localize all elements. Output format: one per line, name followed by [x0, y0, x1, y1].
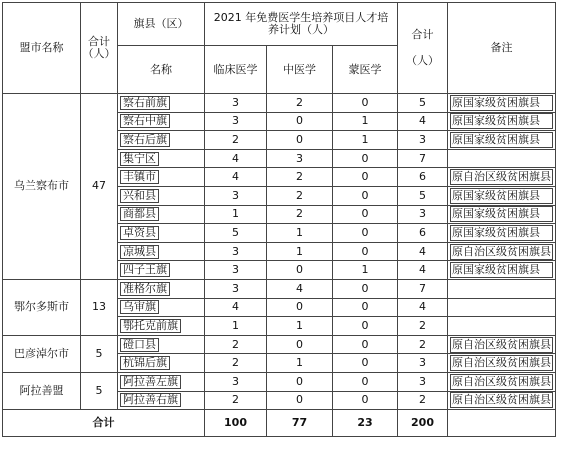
row-total: 3	[398, 131, 448, 150]
row-note	[448, 168, 556, 187]
county-name	[118, 149, 205, 168]
header-total-unit: （人）	[406, 54, 439, 67]
clinical-count: 2	[205, 354, 267, 373]
note-label: 原国家级贫困旗县	[450, 206, 553, 222]
footer-row	[3, 410, 556, 437]
row-total: 7	[398, 279, 448, 298]
note-label: 原国家级贫困旗县	[450, 113, 553, 129]
mongolian-count: 0	[333, 391, 398, 410]
row-note	[448, 317, 556, 336]
row-total: 7	[398, 149, 448, 168]
header-name: 名称	[118, 46, 205, 94]
row-total: 4	[398, 298, 448, 317]
county-label: 察右前旗	[120, 96, 170, 110]
clinical-count: 2	[205, 131, 267, 150]
mongolian-count: 0	[333, 224, 398, 243]
clinical-count: 2	[205, 335, 267, 354]
county-label: 兴和县	[120, 189, 159, 203]
county-name	[118, 279, 205, 298]
county-label: 磴口县	[120, 338, 159, 352]
mongolian-count: 1	[333, 131, 398, 150]
county-name	[118, 298, 205, 317]
row-note	[448, 242, 556, 261]
row-total: 4	[398, 242, 448, 261]
header-plan: 2021 年免费医学生培养项目人才培养计划（人）	[205, 3, 398, 46]
county-name	[118, 372, 205, 391]
clinical-count: 1	[205, 317, 267, 336]
county-label: 察右中旗	[120, 114, 170, 128]
league-name: 阿拉善盟	[3, 372, 81, 409]
row-total: 3	[398, 354, 448, 373]
county-name	[118, 391, 205, 410]
mongolian-count: 0	[333, 168, 398, 187]
note-label: 原自治区级贫困旗县	[452, 393, 551, 407]
mongolian-count: 0	[333, 354, 398, 373]
mongolian-count: 0	[333, 94, 398, 113]
chinese-count: 2	[267, 94, 333, 113]
county-label: 四子王旗	[120, 263, 170, 277]
chinese-count: 3	[267, 149, 333, 168]
county-name	[118, 94, 205, 113]
county-label: 杭锦后旗	[120, 356, 170, 370]
clinical-count: 3	[205, 279, 267, 298]
row-note	[448, 279, 556, 298]
row-total: 4	[398, 112, 448, 131]
county-label: 集宁区	[120, 152, 159, 166]
league-name: 巴彦淖尔市	[3, 335, 81, 372]
league-total: 13	[81, 279, 118, 335]
row-total: 3	[398, 372, 448, 391]
league-total: 5	[81, 335, 118, 372]
county-name	[118, 186, 205, 205]
county-name	[118, 131, 205, 150]
chinese-count: 1	[267, 242, 333, 261]
clinical-count: 3	[205, 94, 267, 113]
county-label: 丰镇市	[120, 170, 159, 184]
row-note	[448, 298, 556, 317]
clinical-count: 2	[205, 391, 267, 410]
row-total: 5	[398, 186, 448, 205]
row-note	[448, 372, 556, 391]
county-label: 凉城县	[120, 245, 159, 259]
chinese-count: 0	[267, 335, 333, 354]
chinese-count: 0	[267, 261, 333, 280]
header-clinical: 临床医学	[205, 46, 267, 94]
footer-chinese: 77	[267, 410, 333, 437]
row-note	[448, 224, 556, 243]
row-total: 4	[398, 261, 448, 280]
county-label: 阿拉善左旗	[120, 375, 181, 389]
row-note	[448, 205, 556, 224]
county-name	[118, 354, 205, 373]
note-label: 原自治区级贫困旗县	[452, 170, 551, 184]
clinical-count: 4	[205, 149, 267, 168]
row-total: 5	[398, 94, 448, 113]
mongolian-count: 0	[333, 186, 398, 205]
note-label: 原国家级贫困旗县	[450, 188, 553, 204]
table-row	[3, 335, 556, 354]
chinese-count: 1	[267, 317, 333, 336]
row-note	[448, 391, 556, 410]
table-row	[3, 94, 556, 113]
chinese-count: 0	[267, 131, 333, 150]
mongolian-count: 0	[333, 242, 398, 261]
county-label: 阿拉善右旗	[120, 393, 181, 407]
header-total-people: 合计 （人）	[81, 3, 118, 94]
mongolian-count: 1	[333, 261, 398, 280]
row-note	[448, 335, 556, 354]
league-name: 乌兰察布市	[3, 94, 81, 280]
clinical-count: 4	[205, 298, 267, 317]
row-total: 3	[398, 205, 448, 224]
chinese-count: 4	[267, 279, 333, 298]
clinical-count: 3	[205, 372, 267, 391]
note-label: 原自治区级贫困旗县	[452, 337, 551, 351]
clinical-count: 4	[205, 168, 267, 187]
header-county: 旗县（区）	[118, 3, 205, 46]
header-chinese: 中医学	[267, 46, 333, 94]
county-name	[118, 224, 205, 243]
header-league: 盟市名称	[3, 3, 81, 94]
header-total-label: 合计	[411, 28, 434, 41]
league-name: 鄂尔多斯市	[3, 279, 81, 335]
clinical-count: 3	[205, 242, 267, 261]
row-note	[448, 131, 556, 150]
footer-total: 200	[398, 410, 448, 437]
clinical-count: 5	[205, 224, 267, 243]
row-total: 2	[398, 335, 448, 354]
county-name	[118, 335, 205, 354]
county-label: 准格尔旗	[120, 282, 170, 296]
clinical-count: 1	[205, 205, 267, 224]
mongolian-count: 0	[333, 279, 398, 298]
county-name	[118, 112, 205, 131]
chinese-count: 1	[267, 224, 333, 243]
table-row	[3, 279, 556, 298]
header-note: 备注	[448, 3, 556, 94]
mongolian-count: 1	[333, 112, 398, 131]
chinese-count: 0	[267, 112, 333, 131]
chinese-count: 0	[267, 391, 333, 410]
mongolian-count: 0	[333, 205, 398, 224]
chinese-count: 0	[267, 372, 333, 391]
footer-mongolian: 23	[333, 410, 398, 437]
row-note	[448, 94, 556, 113]
note-label: 原自治区级贫困旗县	[452, 374, 551, 388]
row-total: 6	[398, 224, 448, 243]
table-row	[3, 372, 556, 391]
row-note	[448, 261, 556, 280]
county-name	[118, 317, 205, 336]
county-name	[118, 242, 205, 261]
row-total: 2	[398, 391, 448, 410]
county-label: 察右后旗	[120, 133, 170, 147]
note-label: 原国家级贫困旗县	[450, 225, 553, 241]
note-label: 原国家级贫困旗县	[450, 262, 553, 278]
chinese-count: 2	[267, 168, 333, 187]
row-total: 6	[398, 168, 448, 187]
chinese-count: 0	[267, 298, 333, 317]
county-label: 乌审旗	[120, 300, 159, 314]
league-total: 47	[81, 94, 118, 280]
mongolian-count: 0	[333, 335, 398, 354]
mongolian-count: 0	[333, 317, 398, 336]
row-note	[448, 112, 556, 131]
clinical-count: 3	[205, 186, 267, 205]
county-label: 商都县	[120, 207, 159, 221]
footer-note	[448, 410, 556, 437]
row-note	[448, 186, 556, 205]
mongolian-count: 0	[333, 298, 398, 317]
league-total: 5	[81, 372, 118, 409]
footer-label: 合计	[3, 410, 205, 437]
row-note	[448, 354, 556, 373]
county-name	[118, 205, 205, 224]
mongolian-count: 0	[333, 372, 398, 391]
note-label: 原国家级贫困旗县	[450, 95, 553, 111]
note-label: 原自治区级贫困旗县	[452, 356, 551, 370]
row-note	[448, 149, 556, 168]
footer-clinical: 100	[205, 410, 267, 437]
note-label: 原国家级贫困旗县	[450, 132, 553, 148]
clinical-count: 3	[205, 112, 267, 131]
clinical-count: 3	[205, 261, 267, 280]
county-name	[118, 168, 205, 187]
row-total: 2	[398, 317, 448, 336]
chinese-count: 2	[267, 186, 333, 205]
county-name	[118, 261, 205, 280]
mongolian-count: 0	[333, 149, 398, 168]
note-label: 原自治区级贫困旗县	[452, 244, 551, 258]
chinese-count: 1	[267, 354, 333, 373]
county-label: 鄂托克前旗	[120, 319, 181, 333]
county-label: 卓资县	[120, 226, 159, 240]
header-total	[398, 3, 448, 94]
header-mongolian: 蒙医学	[333, 46, 398, 94]
chinese-count: 2	[267, 205, 333, 224]
training-plan-table	[2, 2, 556, 437]
